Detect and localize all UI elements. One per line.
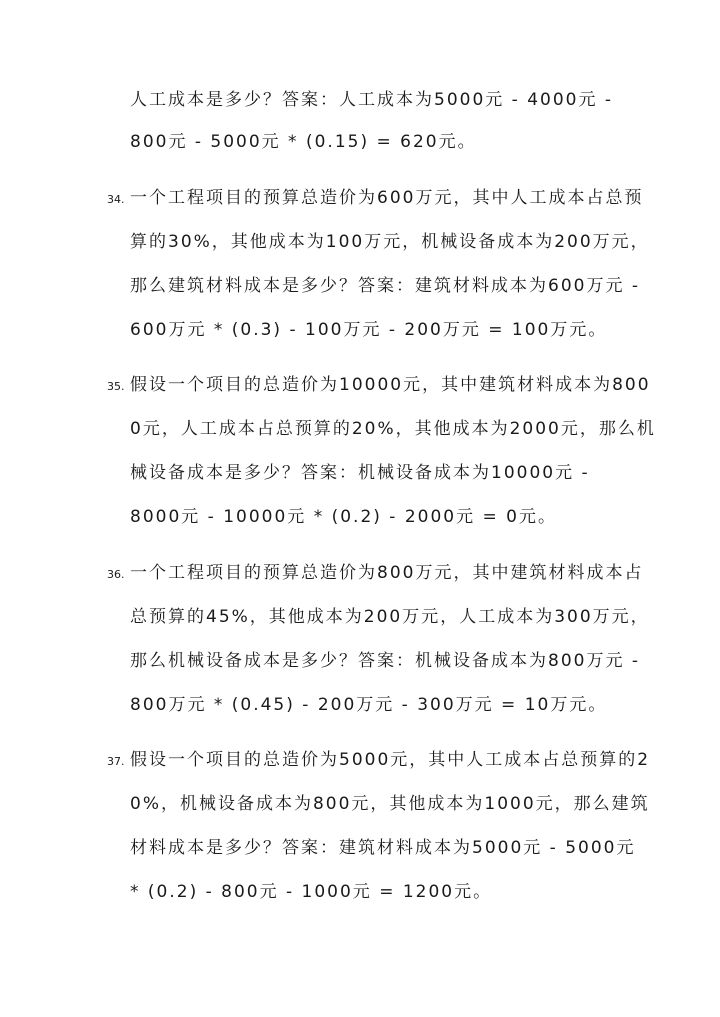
- question-line: 械设备成本是多少？答案：机械设备成本为10000元 -: [130, 463, 590, 483]
- question-line: * (0.2) - 800元 - 1000元 = 1200元。: [130, 882, 493, 902]
- question-line: 0元，人工成本占总预算的20%，其他成本为2000元，那么机: [130, 419, 656, 439]
- question-line: 600万元 * (0.3) - 100万元 - 200万元 = 100万元。: [130, 320, 608, 340]
- question-line: 800万元 * (0.45) - 200万元 - 300万元 = 10万元。: [130, 695, 608, 715]
- question-line: 一个工程项目的预算总造价为800万元，其中建筑材料成本占: [130, 563, 644, 583]
- question-line: 算的30%，其他成本为100万元，机械设备成本为200万元，: [130, 232, 650, 252]
- question-number: 37.: [107, 755, 125, 768]
- question-line: 人工成本是多少？答案：人工成本为5000元 - 4000元 -: [130, 90, 614, 110]
- question-number: 35.: [107, 380, 125, 393]
- question-line: 0%，机械设备成本为800元，其他成本为1000元，那么建筑: [130, 794, 650, 814]
- question-line: 总预算的45%，其他成本为200万元，人工成本为300万元，: [130, 607, 650, 627]
- question-line: 一个工程项目的预算总造价为600万元，其中人工成本占总预: [130, 188, 644, 208]
- question-line: 8000元 - 10000元 * (0.2) - 2000元 = 0元。: [130, 507, 557, 527]
- question-line: 假设一个项目的总造价为5000元，其中人工成本占总预算的2: [130, 750, 651, 770]
- question-number: 36.: [107, 568, 125, 581]
- question-line: 800元 - 5000元 * (0.15) = 620元。: [130, 132, 477, 152]
- question-line: 那么机械设备成本是多少？答案：机械设备成本为800万元 -: [130, 651, 640, 671]
- question-line: 材料成本是多少？答案：建筑材料成本为5000元 - 5000元: [130, 838, 636, 858]
- question-number: 34.: [107, 193, 125, 206]
- question-line: 假设一个项目的总造价为10000元，其中建筑材料成本为800: [130, 375, 651, 395]
- question-line: 那么建筑材料成本是多少？答案：建筑材料成本为600万元 -: [130, 276, 640, 296]
